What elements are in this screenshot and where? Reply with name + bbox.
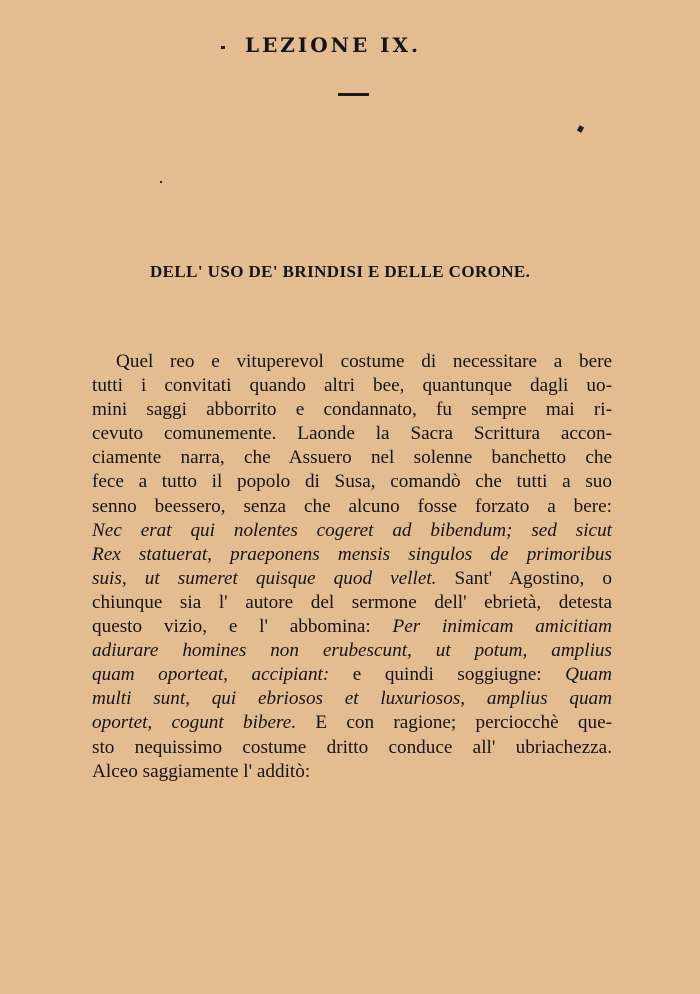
text-line (92, 663, 612, 687)
text-segment: cevuto comunemente. Laonde la Sacra Scrittura accon- (92, 423, 612, 445)
text-segment: chiunque sia l' autore del sermone dell' ebrietà, detesta (92, 591, 612, 613)
text-segment: Quel reo e vituperevol costume di necessitare a bere (116, 351, 612, 372)
text-line (92, 736, 612, 760)
latin-quote-segment: suis, ut sumeret quisque quod vellet. (92, 567, 437, 589)
text-line (92, 470, 612, 494)
text-segment: senno beessero, senza che alcuno fosse forzato a bere: (92, 495, 612, 517)
text-line (92, 422, 612, 446)
text-line (92, 446, 612, 470)
text-segment: sto nequissimo costume dritto conduce all' ubriachezza. (92, 736, 612, 758)
latin-quote-segment: Rex statuerat, praeponens mensis singulos de primoribus (92, 543, 612, 565)
latin-quote-segment: multi sunt, qui ebriosos et luxuriosos, amplius quam (92, 688, 612, 710)
latin-quote-segment: Quam (565, 664, 613, 686)
latin-quote-segment: Per inimicam amicitiam (392, 616, 612, 638)
text-line (92, 591, 612, 615)
chapter-title: DELL' USO DE' BRINDISI E DELLE CORONE. (150, 262, 531, 281)
latin-quote-segment: quam oporteat, accipiant: (92, 664, 330, 686)
ink-speck (577, 125, 584, 133)
text-line (92, 615, 612, 639)
text-line (92, 567, 612, 591)
text-line (92, 760, 612, 784)
text-segment: questo vizio, e l' abbomina: (92, 616, 393, 638)
body-text (92, 350, 612, 784)
text-segment: fece a tutto il popolo di Susa, comandò che tutti a suo (92, 471, 612, 493)
text-line (92, 374, 612, 398)
header-dot-mark (221, 46, 225, 49)
latin-quote-segment: adiurare homines non erubescunt, ut potum, amplius (92, 640, 612, 662)
text-segment: Sant' Agostino, o (436, 567, 612, 589)
text-line (92, 519, 612, 543)
text-segment: e quindi soggiugne: (329, 664, 566, 686)
text-line (92, 711, 612, 735)
text-line (92, 350, 612, 374)
latin-quote-segment: oportet, cogunt bibere. (92, 712, 297, 734)
text-line (92, 687, 612, 711)
text-line (92, 398, 612, 422)
text-segment: Alceo saggiamente l' additò: (92, 760, 311, 782)
text-segment: E con ragione; perciocchè que- (296, 712, 612, 734)
text-segment: ciamente narra, che Assuero nel solenne banchetto che (92, 447, 612, 469)
lesson-title: LEZIONE IX. (245, 33, 422, 57)
text-segment: mini saggi abborrito e condannato, fu sempre mai ri- (92, 399, 612, 421)
text-line (92, 543, 612, 567)
latin-quote-segment: Nec erat qui nolentes cogeret ad bibendum; sed sicut (92, 519, 612, 541)
title-rule (338, 93, 369, 96)
ink-speck (160, 181, 162, 183)
text-segment: tutti i convitati quando altri bee, quantunque dagli uo- (92, 375, 612, 397)
text-line (92, 495, 612, 519)
text-line (92, 639, 612, 663)
